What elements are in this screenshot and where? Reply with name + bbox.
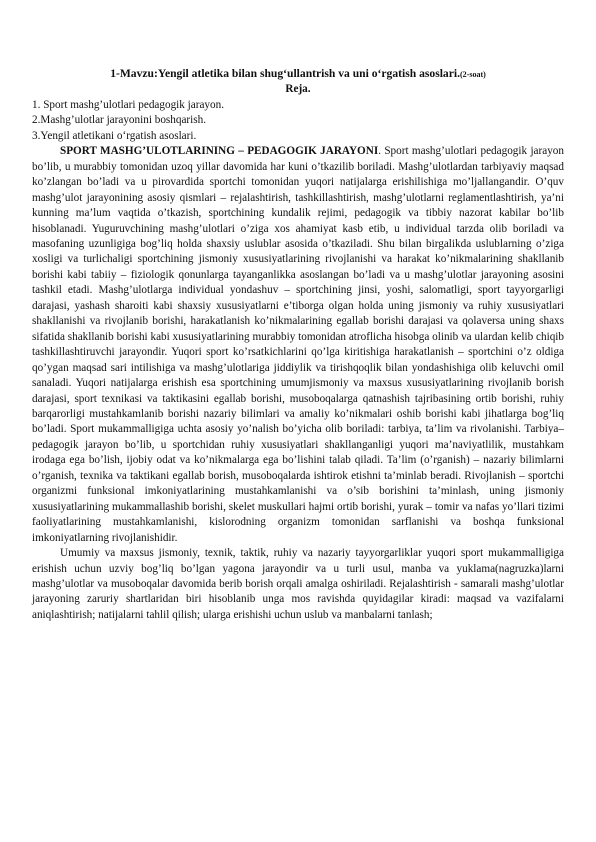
body-paragraph bbox=[32, 144, 564, 546]
plan-heading: Reja. bbox=[285, 83, 311, 96]
plan-item: 3.Yengil atletikani o‘rgatish asoslari. bbox=[32, 129, 197, 142]
document-title bbox=[32, 66, 564, 82]
document-page bbox=[32, 66, 564, 623]
plan-item: 2.Mashg’ulotlar jarayonini boshqarish. bbox=[32, 114, 206, 127]
section-heading: SPORT MASHG’ULOTLARINING – PEDAGOGIK JARAYONI bbox=[60, 145, 379, 158]
paragraph-text: . Sport mashg’ulotlari pedagogik jarayon bo’lib, u murabbiy tomonidan uzoq yillar davomida har kuni o’tkazilib boriladi. Mashg’ulotlardan tarbiyaviy maqsad ko’zlangan bo’ladi va u pirovardida sportchi tomonidan yuqori natijalarga erishilishiga mo’ljallangandir. O’quv mashg’ulot jarayonining asosiy qismlari – rejalashtirish, tashkillashtirish, mashg’ulotlarni reglamentlashtirish, ya’ni kunning ma’lum vaqtida o’tkazish, sportchining kundalik rejimi, pedagogik va tibbiy nazorat kabilar bo’lib hisoblanadi. Yuguruvchining mashg’ulotlari o’ziga xos ahamiyat kasb etib, u individual tarzda olib boriladi va masofaning uzunligiga bog’liq holda shaxsiy uslublar asosida o’tkaziladi. Shu bilan birgalikda uslublarning o’ziga xosligi va turlichaligi sportchining jismoniy xususiyatlarining rivojlanishi va harakat ko’nikmalarining shakllanib borishi kabi tabiiy – fiziologik qonunlarga tayanganlikka asoslangan bo’ladi va u mashg’ulotlar jarayoning asosini tashkil etadi. Mashg’ulotlarga individual yondashuv – sportchining jinsi, yoshi, salomatligi, sport tayyorgarligi darajasi, yashash sharoiti kabi shaxsiy xususiyatlarni e’tiborga olgan holda uning jismoniy va ruhiy xususiyatlari shakllanishi va rivojlanib borishi, harakatlanish ko’nikmalarining egallab borishi darajasi va qolaversa uning shaxs sifatida shakllanib borishi kabi xususiyatlarining murabbiy tomonidan atroflicha hisobga olinib va ulardan kelib chiqib tashkillashtiruvchi jarayondir. Yuqori sport ko’rsatkichlarini qo’lga kiritishiga harakatlanish – sportchini o’z oldiga qo’ygan maqsad sari intilishiga va mashg’ulotlariga jiddiylik va tirishqoqlik bilan yondashishiga olib keluvchi omil sanaladi. Yuqori natijalarga erishish esa sportchining umumjismoniy va maxsus xususiyatlarining rivojlanib borish darajasi, sport texnikasi va taktikasini egallab borishi, musoboqalarga qatnashish tajribasining ortib borishi, ruhiy barqarorligi mustahkamlanib borishi nazariy bilimlari va amaliy ko’nikmalari oshib borishi kabi jihatlarga bog’liq bo’ladi. Sport mukammalligiga uchta asosiy yo’nalish bo’yicha olib boriladi: tarbiya, ta’lim va rivolanishi. Tarbiya– pedagogik jarayon bo’lib, u sportchidan ruhiy xususiyatlari shakllanganligi yuqori ma’naviyatlilik, mustahkam irodaga ega bo’lish, ijobiy odat va ko’nikmalarga ega bo’lishini talab qiladi. Ta’lim (o’rganish) – nazariy bilimlarni o’rganish, texnika va taktikani egallab borish, musoboqalarda ishtirok etishni ta’minlab beradi. Rivojlanish – sportchi organizmi funksional imkoniyatlarining mustahkamlanishi va o’sib borishini ta’minlash, uning jismoniy xususiyatlarining mukammallashib borishi, skelet muskullari hajmi ortib borishi, yurak – tomir va nafas yo’llari tizimi faoliyatlarining mustahkamlanishi, kislorodning organizm tomonidan sarflanishi va boshqa funksional imkoniyatlarning rivojlanishidir. bbox=[32, 145, 564, 544]
plan-list bbox=[32, 98, 564, 144]
body-paragraph: Umumiy va maxsus jismoniy, texnik, taktik, ruhiy va nazariy tayyorgarliklar yuqori sport mukammalligiga erishish uchun uzviy bog’liq bo’lgan yagona jarayondir va u turli usul, manba va yuklama(nagruzka)larni mashg’ulotlar va musoboqalar davomida berib borish orqali amalga oshiriladi. Rejalashtirish - samarali mashg’ulotlar jarayoning zaruriy shartlaridan biri hisoblanib unga mos ravishda quyidagilar kiradi: maqsad va vazifalarni aniqlashtirish; natijalarni tahlil qilish; ularga erishishi uchun uslub va manbalarni tanlash; bbox=[32, 547, 564, 621]
plan-item: 1. Sport mashg’ulotlari pedagogik jarayon. bbox=[32, 98, 225, 111]
title-hours: (2-soat) bbox=[460, 70, 486, 79]
title-text: 1-Mavzu:Yengil atletika bilan shug‘ullantrish va uni o‘rgatish asoslari. bbox=[110, 67, 460, 80]
